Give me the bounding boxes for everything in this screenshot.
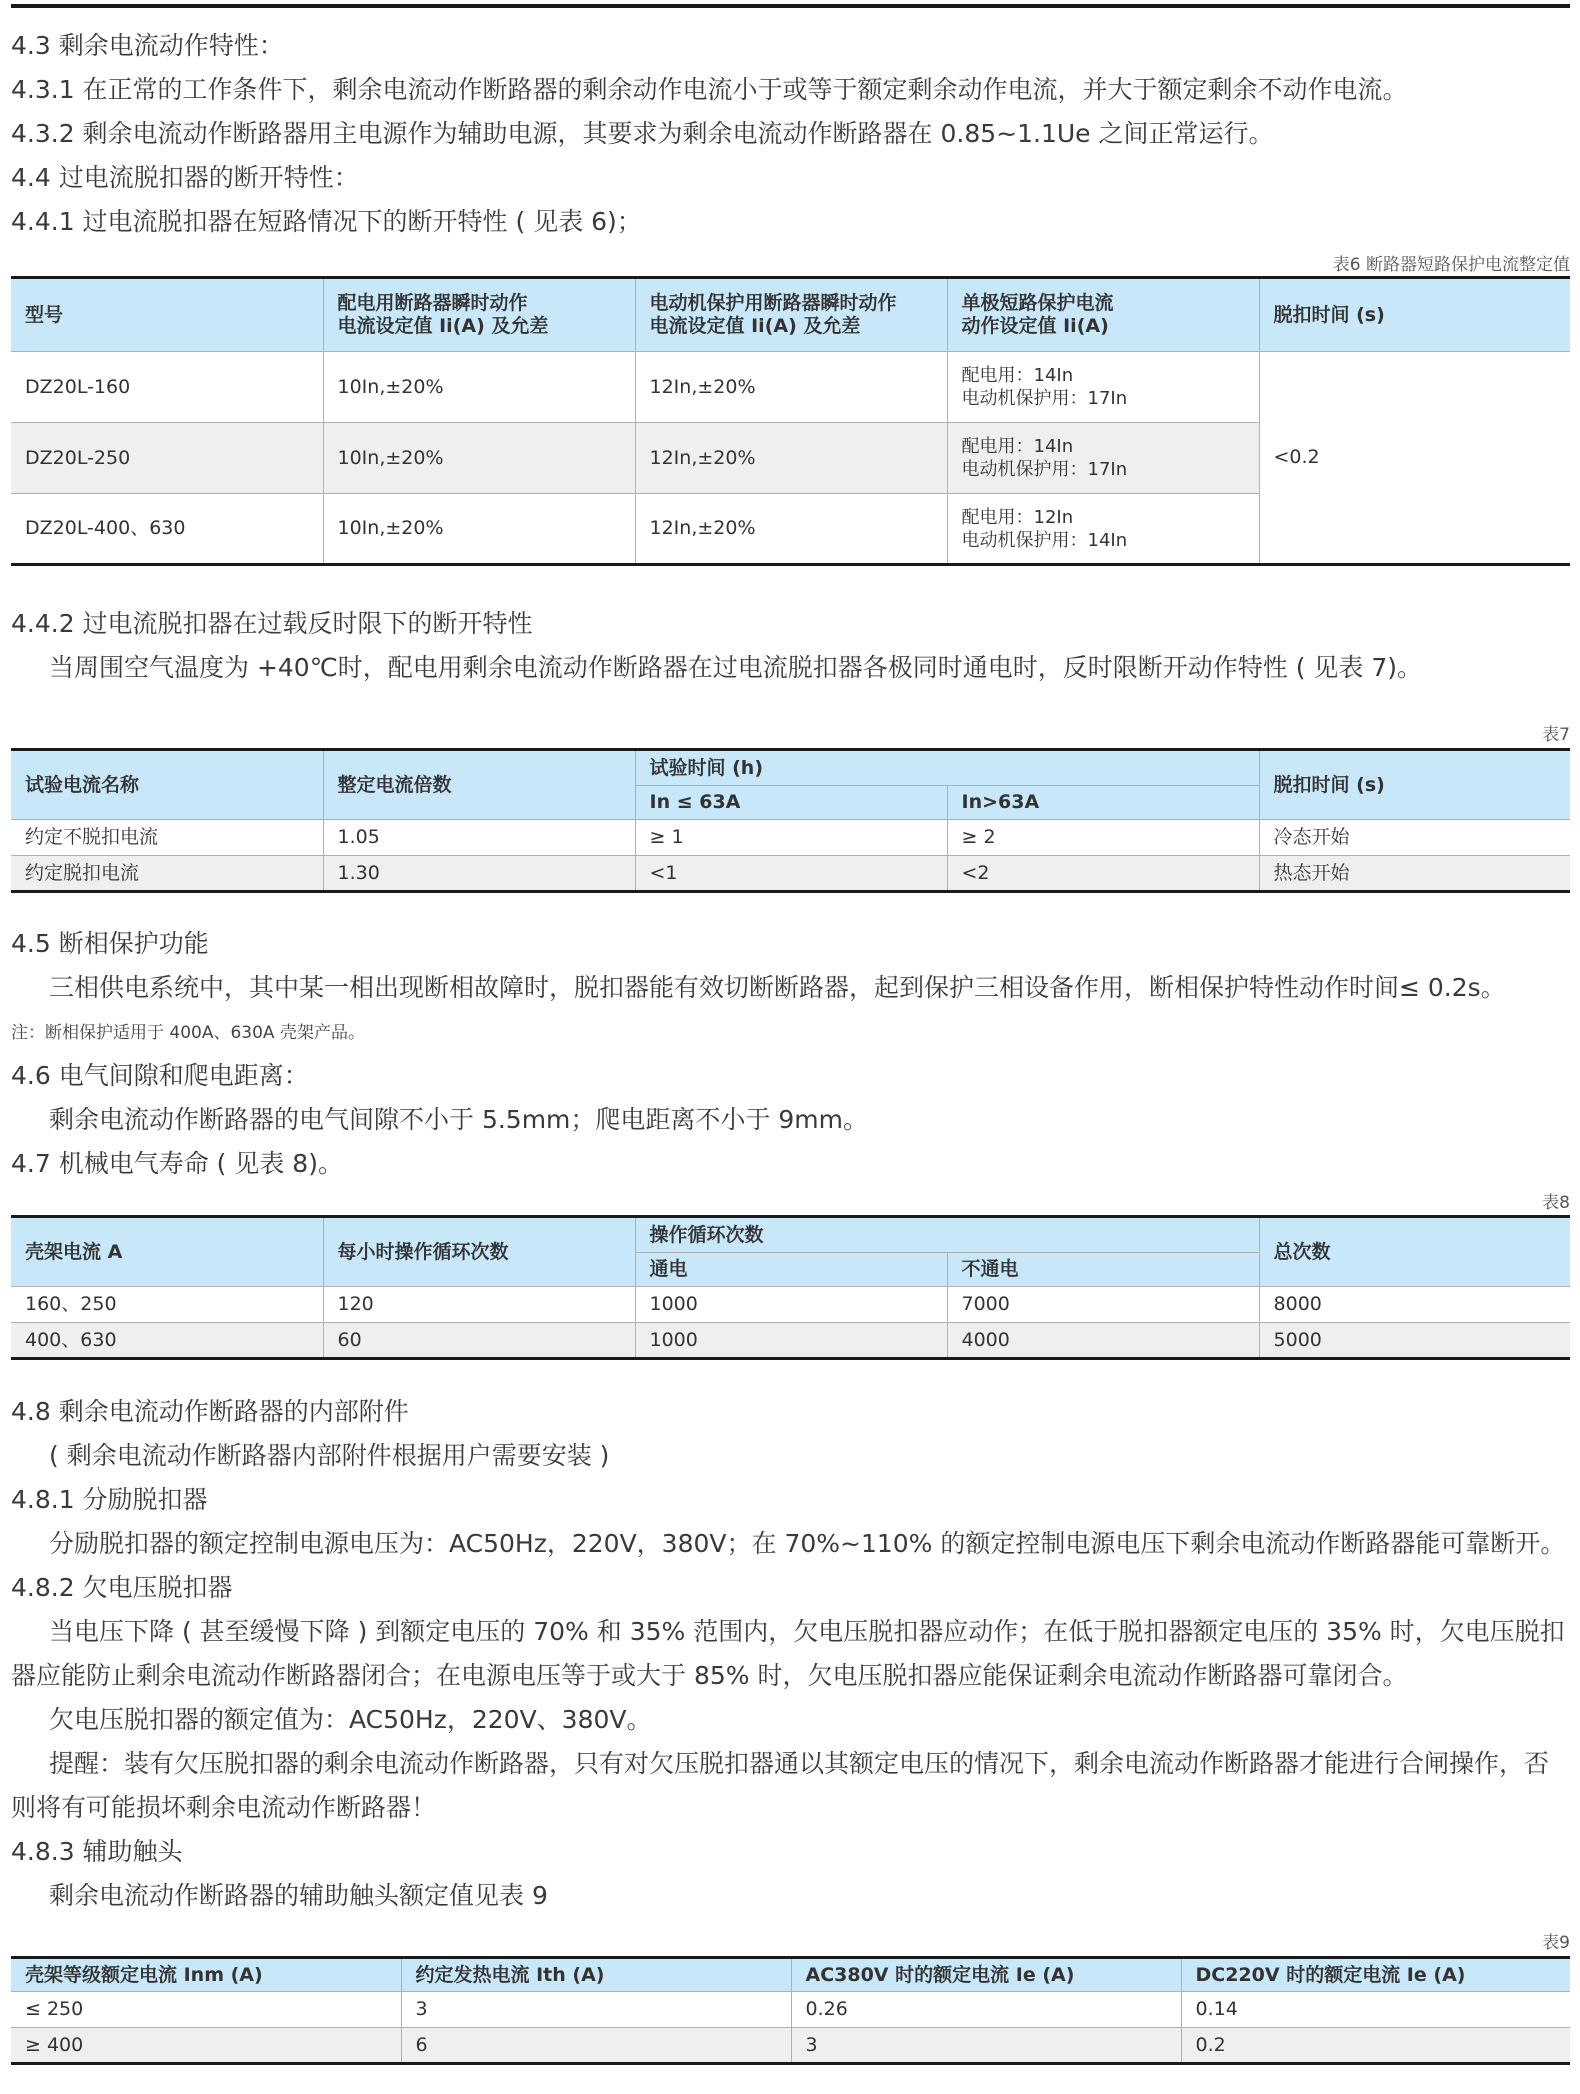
table6-cell-motor: 12In,±20% bbox=[635, 494, 947, 565]
section-4-8-sub: ( 剩余电流动作断路器内部附件根据用户需要安装 ) bbox=[49, 1441, 610, 1470]
table7-cell-name: 约定脱扣电流 bbox=[11, 856, 323, 892]
table9-cell-ac380: 3 bbox=[791, 2028, 1181, 2064]
table9-cell-dc220: 0.14 bbox=[1181, 1992, 1570, 2028]
table6 bbox=[11, 276, 1570, 566]
table9-cell-ith: 3 bbox=[401, 1992, 791, 2028]
table9-cell-ith: 6 bbox=[401, 2028, 791, 2064]
table6-cell-dist: 10In,±20% bbox=[323, 494, 635, 565]
table6-cell-dist: 10In,±20% bbox=[323, 423, 635, 494]
table8-header-per-hour: 每小时操作循环次数 bbox=[323, 1217, 635, 1287]
table9-cell-ac380: 0.26 bbox=[791, 1992, 1181, 2028]
section-4-3-heading: 4.3 剩余电流动作特性： bbox=[11, 31, 284, 60]
section-4-8-1-heading: 4.8.1 分励脱扣器 bbox=[11, 1485, 208, 1514]
table7-cell-t1: <1 bbox=[635, 856, 947, 892]
table6-header-model: 型号 bbox=[11, 278, 323, 352]
table6-cell-dist: 10In,±20% bbox=[323, 352, 635, 423]
table7-cell-t2: <2 bbox=[947, 856, 1259, 892]
table8-label: 表8 bbox=[1542, 1193, 1570, 1213]
section-4-4-2-body: 当周围空气温度为 +40℃时，配电用剩余电流动作断路器在过电流脱扣器各极同时通电时，反时限断开动作特性 ( 见表 7)。 bbox=[49, 653, 1423, 682]
table-row bbox=[11, 352, 1570, 423]
table8-header-total: 总次数 bbox=[1259, 1217, 1570, 1287]
table-row bbox=[11, 1992, 1570, 2028]
table7-header-trip: 脱扣时间 (s) bbox=[1259, 750, 1570, 820]
table8-cell-total: 5000 bbox=[1259, 1323, 1570, 1359]
section-4-6-heading: 4.6 电气间隙和爬电距离： bbox=[11, 1061, 309, 1090]
table8-header-cycles: 操作循环次数 bbox=[635, 1217, 1259, 1253]
section-4-5-body: 三相供电系统中，其中某一相出现断相故障时，脱扣器能有效切断断路器，起到保护三相设备作用，断相保护特性动作时间≤ 0.2s。 bbox=[49, 973, 1506, 1002]
table9-cell-inm: ≤ 250 bbox=[11, 1992, 401, 2028]
section-4-8-2-para-b: 欠电压脱扣器的额定值为：AC50Hz，220V、380V。 bbox=[49, 1705, 652, 1734]
table9-header-inm: 壳架等级额定电流 Inm (A) bbox=[11, 1958, 401, 1992]
table6-label: 表6 断路器短路保护电流整定值 bbox=[1332, 255, 1570, 275]
table8-header-sub1: 通电 bbox=[635, 1253, 947, 1287]
table7-header-name: 试验电流名称 bbox=[11, 750, 323, 820]
section-4-5-heading: 4.5 断相保护功能 bbox=[11, 929, 209, 958]
table8 bbox=[11, 1215, 1570, 1360]
table8-cell-on: 1000 bbox=[635, 1323, 947, 1359]
table7-header-test-time: 试验时间 (h) bbox=[635, 750, 1259, 786]
table7-header-row bbox=[11, 750, 1570, 786]
table6-header-row bbox=[11, 278, 1570, 352]
table7-cell-t1: ≥ 1 bbox=[635, 820, 947, 856]
table9 bbox=[11, 1956, 1570, 2065]
table8-cell-per-hour: 60 bbox=[323, 1323, 635, 1359]
table7-cell-trip: 热态开始 bbox=[1259, 856, 1570, 892]
table6-cell-model: DZ20L-160 bbox=[11, 352, 323, 423]
table7-label: 表7 bbox=[1542, 725, 1570, 745]
table9-header-ith: 约定发热电流 Ith (A) bbox=[401, 1958, 791, 1992]
table7-header-sub2: In>63A bbox=[947, 786, 1259, 820]
table6-cell-model: DZ20L-400、630 bbox=[11, 494, 323, 565]
table9-header-row bbox=[11, 1958, 1570, 1992]
table6-header-motor: 电动机保护用断路器瞬时动作 电流设定值 Ii(A) 及允差 bbox=[635, 278, 947, 352]
table6-cell-model: DZ20L-250 bbox=[11, 423, 323, 494]
table8-cell-frame: 160、250 bbox=[11, 1287, 323, 1323]
table9-header-dc220: DC220V 时的额定电流 Ie (A) bbox=[1181, 1958, 1570, 1992]
section-4-6-body: 剩余电流动作断路器的电气间隙不小于 5.5mm；爬电距离不小于 9mm。 bbox=[49, 1105, 868, 1134]
table6-cell-trip-time: <0.2 bbox=[1259, 352, 1570, 565]
section-4-8-2-body bbox=[11, 1610, 1570, 1830]
table-row bbox=[11, 1323, 1570, 1359]
table9-cell-dc220: 0.2 bbox=[1181, 2028, 1570, 2064]
section-4-3-1: 4.3.1 在正常的工作条件下，剩余电流动作断路器的剩余动作电流小于或等于额定剩余动作电流，并大于额定剩余不动作电流。 bbox=[11, 75, 1408, 104]
table6-header-trip: 脱扣时间 (s) bbox=[1259, 278, 1570, 352]
table8-header-frame: 壳架电流 A bbox=[11, 1217, 323, 1287]
section-4-4-1: 4.4.1 过电流脱扣器在短路情况下的断开特性 ( 见表 6)； bbox=[11, 207, 642, 236]
section-4-8-2-para-a: 当电压下降 ( 甚至缓慢下降 ) 到额定电压的 70% 和 35% 范围内，欠电压脱扣器应动作；在低于脱扣器额定电压的 35% 时，欠电压脱扣器应能防止剩余电流动作断路器闭合；在电源电压等于或大于 85% 时，欠电压脱扣器应能保证剩余电流动作断路器可靠闭合。 bbox=[11, 1617, 1565, 1690]
table-row bbox=[11, 1287, 1570, 1323]
table6-cell-motor: 12In,±20% bbox=[635, 352, 947, 423]
table8-cell-off: 7000 bbox=[947, 1287, 1259, 1323]
table8-cell-on: 1000 bbox=[635, 1287, 947, 1323]
table8-cell-per-hour: 120 bbox=[323, 1287, 635, 1323]
table8-header-row bbox=[11, 1217, 1570, 1253]
section-4-7-heading: 4.7 机械电气寿命 ( 见表 8)。 bbox=[11, 1149, 343, 1178]
table7-cell-t2: ≥ 2 bbox=[947, 820, 1259, 856]
table8-cell-total: 8000 bbox=[1259, 1287, 1570, 1323]
table6-header-dist: 配电用断路器瞬时动作 电流设定值 Ii(A) 及允差 bbox=[323, 278, 635, 352]
table6-cell-single: 配电用：14In 电动机保护用：17In bbox=[947, 352, 1259, 423]
table-row bbox=[11, 2028, 1570, 2064]
table7-header-sub1: In ≤ 63A bbox=[635, 786, 947, 820]
table7-header-multiple: 整定电流倍数 bbox=[323, 750, 635, 820]
section-4-8-2-heading: 4.8.2 欠电压脱扣器 bbox=[11, 1573, 233, 1602]
top-rule bbox=[11, 4, 1570, 8]
table9-cell-inm: ≥ 400 bbox=[11, 2028, 401, 2064]
table6-cell-single: 配电用：12In 电动机保护用：14In bbox=[947, 494, 1259, 565]
section-4-4-2-heading: 4.4.2 过电流脱扣器在过载反时限下的断开特性 bbox=[11, 609, 533, 638]
table8-header-sub2: 不通电 bbox=[947, 1253, 1259, 1287]
table6-header-single: 单极短路保护电流 动作设定值 Ii(A) bbox=[947, 278, 1259, 352]
table7-cell-trip: 冷态开始 bbox=[1259, 820, 1570, 856]
table9-label: 表9 bbox=[1542, 1933, 1570, 1953]
section-4-8-2-reminder: 提醒：装有欠压脱扣器的剩余电流动作断路器，只有对欠压脱扣器通以其额定电压的情况下，剩余电流动作断路器才能进行合闸操作，否则将有可能损坏剩余电流动作断路器！ bbox=[11, 1749, 1550, 1822]
section-4-8-3-body: 剩余电流动作断路器的辅助触头额定值见表 9 bbox=[49, 1881, 548, 1910]
table8-cell-off: 4000 bbox=[947, 1323, 1259, 1359]
table8-cell-frame: 400、630 bbox=[11, 1323, 323, 1359]
table9-header-ac380: AC380V 时的额定电流 Ie (A) bbox=[791, 1958, 1181, 1992]
table-row bbox=[11, 820, 1570, 856]
table7-cell-multiple: 1.05 bbox=[323, 820, 635, 856]
section-4-3-2: 4.3.2 剩余电流动作断路器用主电源作为辅助电源，其要求为剩余电流动作断路器在 0.85~1.1Ue 之间正常运行。 bbox=[11, 119, 1274, 148]
section-4-8-heading: 4.8 剩余电流动作断路器的内部附件 bbox=[11, 1397, 409, 1426]
section-4-5-note: 注：断相保护适用于 400A、630A 壳架产品。 bbox=[11, 1023, 365, 1043]
table7-cell-name: 约定不脱扣电流 bbox=[11, 820, 323, 856]
table-row bbox=[11, 856, 1570, 892]
section-4-8-1-body: 分励脱扣器的额定控制电源电压为：AC50Hz，220V，380V；在 70%~110% 的额定控制电源电压下剩余电流动作断路器能可靠断开。 bbox=[49, 1529, 1566, 1558]
table6-cell-motor: 12In,±20% bbox=[635, 423, 947, 494]
section-4-8-3-heading: 4.8.3 辅助触头 bbox=[11, 1837, 183, 1866]
section-4-4-heading: 4.4 过电流脱扣器的断开特性： bbox=[11, 163, 359, 192]
table7-cell-multiple: 1.30 bbox=[323, 856, 635, 892]
table7 bbox=[11, 748, 1570, 893]
table6-cell-single: 配电用：14In 电动机保护用：17In bbox=[947, 423, 1259, 494]
